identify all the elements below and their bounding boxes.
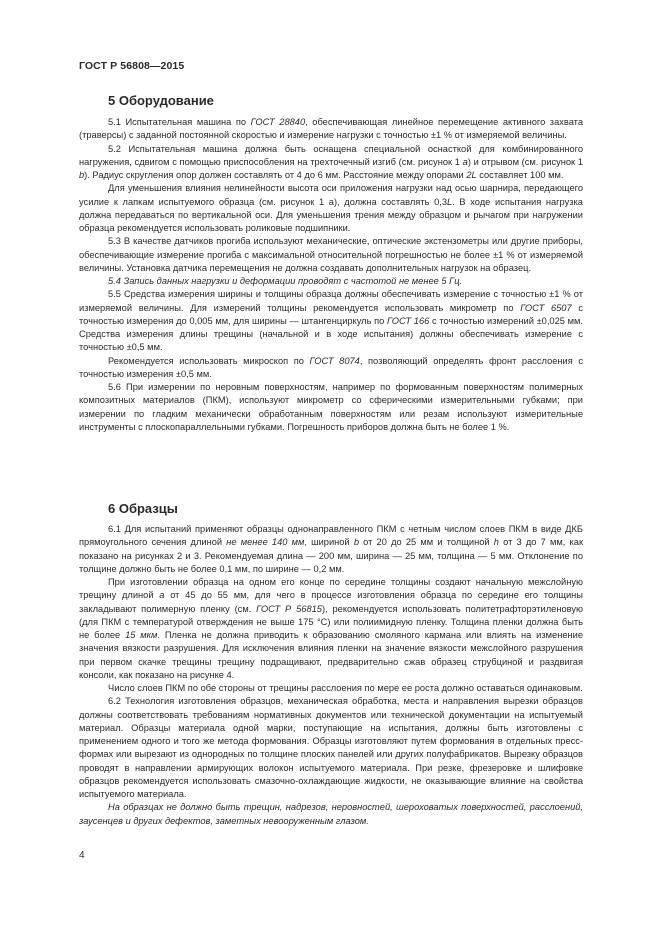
text-run: от 3 до 7 мм, как показано на рисунках 2 и 3. Рекомендуемая длина — 200 мм, ширина — 25 мм, толщина — 5 мм. Отклонение по толщине должно быть не более 0,1 мм, по ширине — 0,2 мм. — [79, 537, 584, 574]
section-5-title: 5 Оборудование — [108, 93, 214, 108]
text-run: . Пленка не должна приводить к образованию смоляного кармана или влиять на изменение значения вязкости разрушения. Для исключения влияния пленки на значение вязкости межслойного разрушения при первом скачке трещины трещину подращивают, предварительно сжав образец струбциной и раздвигая консоли, как показано на рисунке 4. — [79, 630, 584, 680]
text-run: ) и отрывом (см. рисунок 1 — [467, 156, 583, 167]
text-run: составляет 100 мм. — [476, 170, 564, 180]
text-run: с точностью измерений ±0,025 мм. Средства измерения длины трещины (начальной и в ходе испытания) должны обеспечивать измерение с точностью ±0,5 мм. — [79, 315, 583, 353]
paragraph-5-1 — [79, 116, 583, 143]
paragraph-6-1-layers — [79, 682, 583, 695]
text-run: 6.2 Технология изготовления образцов, механическая обработка, места и направления вырезки образцов должны соответствовать требованиям нормативных документов или технической документации на испытуемый материал. Образцы материала одной марки, поступающие на испытания, должны быть изготовлены с применением одного и того же метода формования. Образцы изготовляют путем формования в отдельных пресс-формах или вырезают из однородных по толщине плоских панелей или других полуфабрикатов. Вырезку образцов проводят в направлении армирующих волокон испытуемого материала. При резке, фрезеровке и шлифовке образцов рекомендуется использовать смазочно-охлаждающие жидкости, не оказывающие влияние на свойства испытуемого материала. — [79, 696, 583, 799]
paragraph-5-6 — [79, 381, 583, 434]
text-run: Для уменьшения влияния нелинейности высота оси приложения нагрузки над осью шарнира, передающего усилие к лапкам испытуемого образца (см. рисунок 1 а), должна составлять 0,3 — [79, 183, 583, 207]
text-run: ), рекомендуется использовать политетрафторэтиленовую (для ПКМ с температурой отверждения не выше 175 °С) или полиимидную пленку. Толщина пленки должна быть не более — [79, 603, 583, 640]
paragraph-6-1 — [79, 523, 583, 576]
italic-text-run: b — [353, 537, 359, 548]
section-6-body — [79, 523, 583, 828]
italic-text-run: ГОСТ 6507 — [520, 302, 572, 313]
italic-text-run: а — [159, 590, 165, 601]
italic-text-run: не менее 140 мм — [226, 537, 305, 548]
italic-text-run: ГОСТ Р 56815 — [256, 603, 322, 614]
text-run: Число слоев ПКМ по обе стороны от трещины расслоения по мере ее роста должно оставаться одинаковым. — [108, 683, 583, 693]
standard-header: ГОСТ Р 56808—2015 — [79, 60, 185, 72]
italic-text-run: а — [462, 156, 468, 167]
italic-text-run: 5.4 Запись данных нагрузки и деформации проводят с частотой не менее 5 Гц. — [108, 276, 463, 286]
text-run: ). Радиус скругления опор должен составлять от 4 до 6 мм. Расстояние между опорами — [84, 170, 467, 180]
italic-text-run: ГОСТ 28840 — [250, 117, 306, 127]
paragraph-6-2 — [79, 695, 583, 801]
italic-text-run: h — [493, 537, 499, 548]
italic-text-run: L — [447, 196, 453, 207]
text-run: Рекомендуется использовать микроскоп по — [108, 355, 310, 366]
text-run: . В ходе испытания нагрузка должна передаваться по вертикальной оси. Для уменьшения трения между образцом и рычагом при нагружении образца рекомендуется использовать роликовые подшипники. — [79, 196, 583, 233]
text-run: 5.1 Испытательная машина по — [108, 117, 251, 127]
italic-text-run: ГОСТ 166 — [387, 315, 430, 326]
paragraph-6-2-defects — [79, 801, 583, 828]
italic-text-run: 15 мкм — [125, 630, 158, 640]
paragraph-5-2-cont — [79, 182, 583, 235]
page-number: 4 — [79, 850, 85, 861]
paragraph-5-5 — [79, 288, 583, 354]
text-run: , позволяющий определять фронт расслоения с точностью измерения ±0,5 мм. — [79, 355, 583, 379]
text-run: 5.6 При измерении по неровным поверхностям, например по формованным поверхностям полимерных композитных материалов (ПКМ), используют микрометр со сферическими измерительными губками; при измерении по гладким механически обработанным поверхностям или резам используют измерительные инструменты с плоскопараллельными губками. Погрешность приборов должна быть не более 1 %. — [79, 382, 583, 432]
section-6-title: 6 Образцы — [108, 501, 178, 516]
paragraph-6-1-film — [79, 576, 583, 682]
paragraph-5-3 — [79, 235, 583, 275]
italic-text-run: ГОСТ 8074 — [309, 355, 360, 366]
text-run: от 45 до 55 мм, для чего в процессе изготовления образца по середине его толщины закладывают полимерную пленку (см. — [79, 590, 583, 614]
text-run: 6.1 Для испытаний применяют образцы однонаправленного ПКМ с четным числом слоев ПКМ в виде ДКБ прямоугольного сечения длиной — [79, 524, 583, 548]
paragraph-5-5-cont — [79, 355, 583, 382]
text-run: При изготовлении образца на одном его конце по середине толщины создают начальную межслойную трещину длиной — [79, 577, 583, 601]
italic-text-run: b — [79, 170, 85, 180]
text-run: 5.2 Испытательная машина должна быть оснащена специальной оснасткой для комбинированного нагружения, сдвигом с помощью приспособления на трехточечный изгиб (см. рисунок 1 — [79, 143, 583, 167]
text-run: 5.5 Средства измерения ширины и толщины образца должны обеспечивать измерение с точностью ±1 % от измеряемой величины. Для измерений толщины рекомендуется использовать микрометр по — [79, 289, 583, 313]
italic-text-run: На образцах не должно быть трещин, надрезов, неровностей, шероховатых поверхностей, расслоений, заусенцев и других дефектов, заметных невооруженным глазом. — [79, 802, 583, 826]
text-run: 5.3 В качестве датчиков прогиба используют механические, оптические экстензометры или другие приборы, обеспечивающие измерение прогиба с максимальной относительной погрешностью не более ±1 % от измеряемой величины. Установка датчика перемещения не должна создавать дополнительных нагрузок на образец. — [79, 236, 583, 273]
section-5-body — [79, 116, 583, 434]
paragraph-5-2 — [79, 143, 583, 183]
text-run: , обеспечивающая линейное перемещение активного захвата (траверсы) с заданной постоянной скоростью и измерение нагрузки с точностью ±1 % от измеряемой величины. — [79, 117, 584, 141]
text-run: от 20 до 25 мм и толщиной — [358, 537, 494, 548]
italic-text-run: 2L — [466, 170, 477, 180]
paragraph-5-4 — [79, 275, 583, 288]
text-run: , шириной — [304, 537, 354, 548]
text-run: с точностью измерения до 0,005 мм, для ширины — штангенциркуль по — [79, 302, 583, 326]
